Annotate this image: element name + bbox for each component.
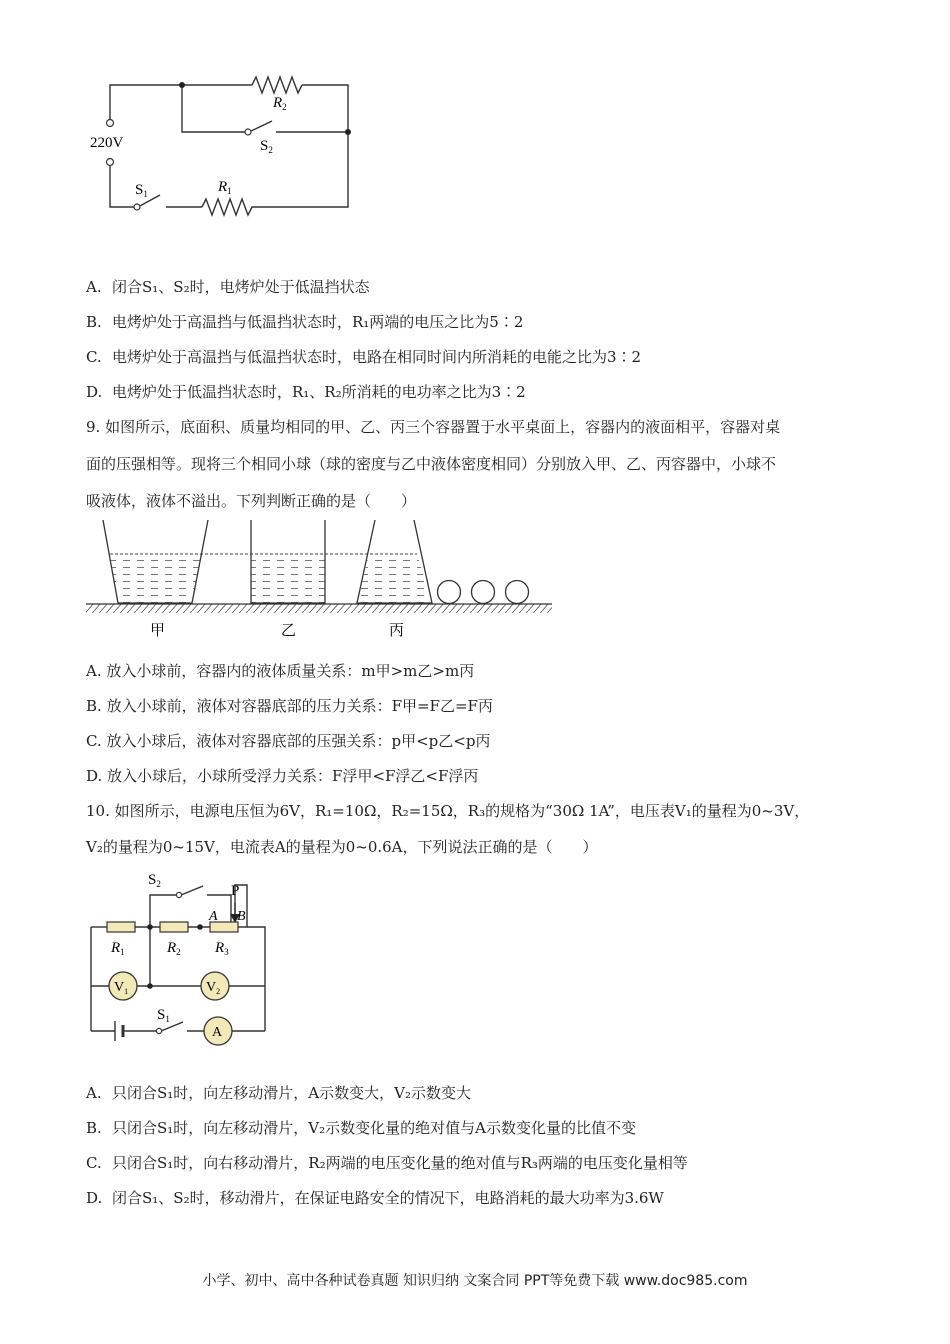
q8-option-c: C. 电烤炉处于高温挡与低温挡状态时，电路在相同时间内所消耗的电能之比为3∶2 xyxy=(86,348,642,366)
s2-label-q10: $S_2$ xyxy=(148,872,161,889)
ammeter-label: A xyxy=(212,1025,223,1040)
container-label-bing: 丙 xyxy=(389,623,405,639)
container-label-jia: 甲 xyxy=(150,623,166,639)
q10-option-d: D. 闭合S₁、S₂时，移动滑片，在保证电路安全的情况下，电路消耗的最大功率为3.6W xyxy=(86,1189,664,1207)
voltmeter-v2-label: $V_2$ xyxy=(206,980,221,996)
s2-label: $S_2$ xyxy=(260,138,273,155)
q9-stem-line1: 9. 如图所示，底面积、质量均相同的甲、乙、丙三个容器置于水平桌面上，容器内的液面相平，容器对桌 xyxy=(86,418,781,436)
r1-label-q10: $R_1$ xyxy=(111,940,125,957)
q10-option-c: C. 只闭合S₁时，向右移动滑片，R₂两端的电压变化量的绝对值与R₃两端的电压变化量相等 xyxy=(86,1154,688,1172)
r2-label-q10: $R_2$ xyxy=(167,940,181,957)
terminal-b-label: B xyxy=(237,909,246,924)
q9-stem-line2: 面的压强相等。现将三个相同小球（球的密度与乙中液体密度相同）分别放入甲、乙、丙容器中，小球不 xyxy=(86,455,777,473)
slider-p-label: P xyxy=(231,883,240,899)
q10-stem-line2: V₂的量程为0~15V，电流表A的量程为0~0.6A，下列说法正确的是（ ） xyxy=(86,838,598,856)
q9-option-d: D. 放入小球后，小球所受浮力关系：F浮甲<F浮乙<F浮丙 xyxy=(86,767,479,785)
circuit-diagram-q10 xyxy=(85,865,285,1050)
q9-option-c: C. 放入小球后，液体对容器底部的压强关系：p甲<p乙<p丙 xyxy=(86,732,491,750)
s1-label-q10: $S_1$ xyxy=(157,1007,170,1024)
voltmeter-v1-label: $V_1$ xyxy=(114,980,129,996)
q8-option-a: A. 闭合S₁、S₂时，电烤炉处于低温挡状态 xyxy=(86,278,370,296)
q10-option-b: B. 只闭合S₁时，向左移动滑片，V₂示数变化量的绝对值与A示数变化量的比值不变 xyxy=(86,1119,636,1137)
circuit-diagram-q8 xyxy=(80,65,380,255)
q8-option-b: B. 电烤炉处于高温挡与低温挡状态时，R₁两端的电压之比为5∶2 xyxy=(86,313,524,331)
ball-icons xyxy=(438,581,529,604)
q9-option-a: A. 放入小球前，容器内的液体质量关系：m甲>m乙>m丙 xyxy=(86,662,475,680)
r2-label: $R_2$ xyxy=(273,95,287,112)
q10-option-a: A. 只闭合S₁时，向左移动滑片，A示数变大，V₂示数变大 xyxy=(86,1084,471,1102)
containers-figure xyxy=(80,515,560,645)
s1-label: $S_1$ xyxy=(135,182,148,199)
container-label-yi: 乙 xyxy=(281,623,297,639)
voltage-label: 220V xyxy=(90,135,124,151)
q9-option-b: B. 放入小球前，液体对容器底部的压力关系：F甲=F乙=F丙 xyxy=(86,697,493,715)
page-footer: 小学、初中、高中各种试卷真题 知识归纳 文案合同 PPT等免费下载 www.doc985.com xyxy=(202,1273,748,1289)
r1-label: $R_1$ xyxy=(218,179,232,196)
r3-label-q10: $R_3$ xyxy=(215,940,229,957)
q10-stem-line1: 10. 如图所示，电源电压恒为6V，R₁=10Ω，R₂=15Ω，R₃的规格为“30Ω 1A”，电压表V₁的量程为0~3V， xyxy=(86,802,810,820)
q8-option-d: D. 电烤炉处于低温挡状态时，R₁、R₂所消耗的电功率之比为3∶2 xyxy=(86,383,526,401)
terminal-a-label: A xyxy=(209,909,218,924)
q9-stem-line3: 吸液体，液体不溢出。下列判断正确的是（ ） xyxy=(86,492,417,510)
